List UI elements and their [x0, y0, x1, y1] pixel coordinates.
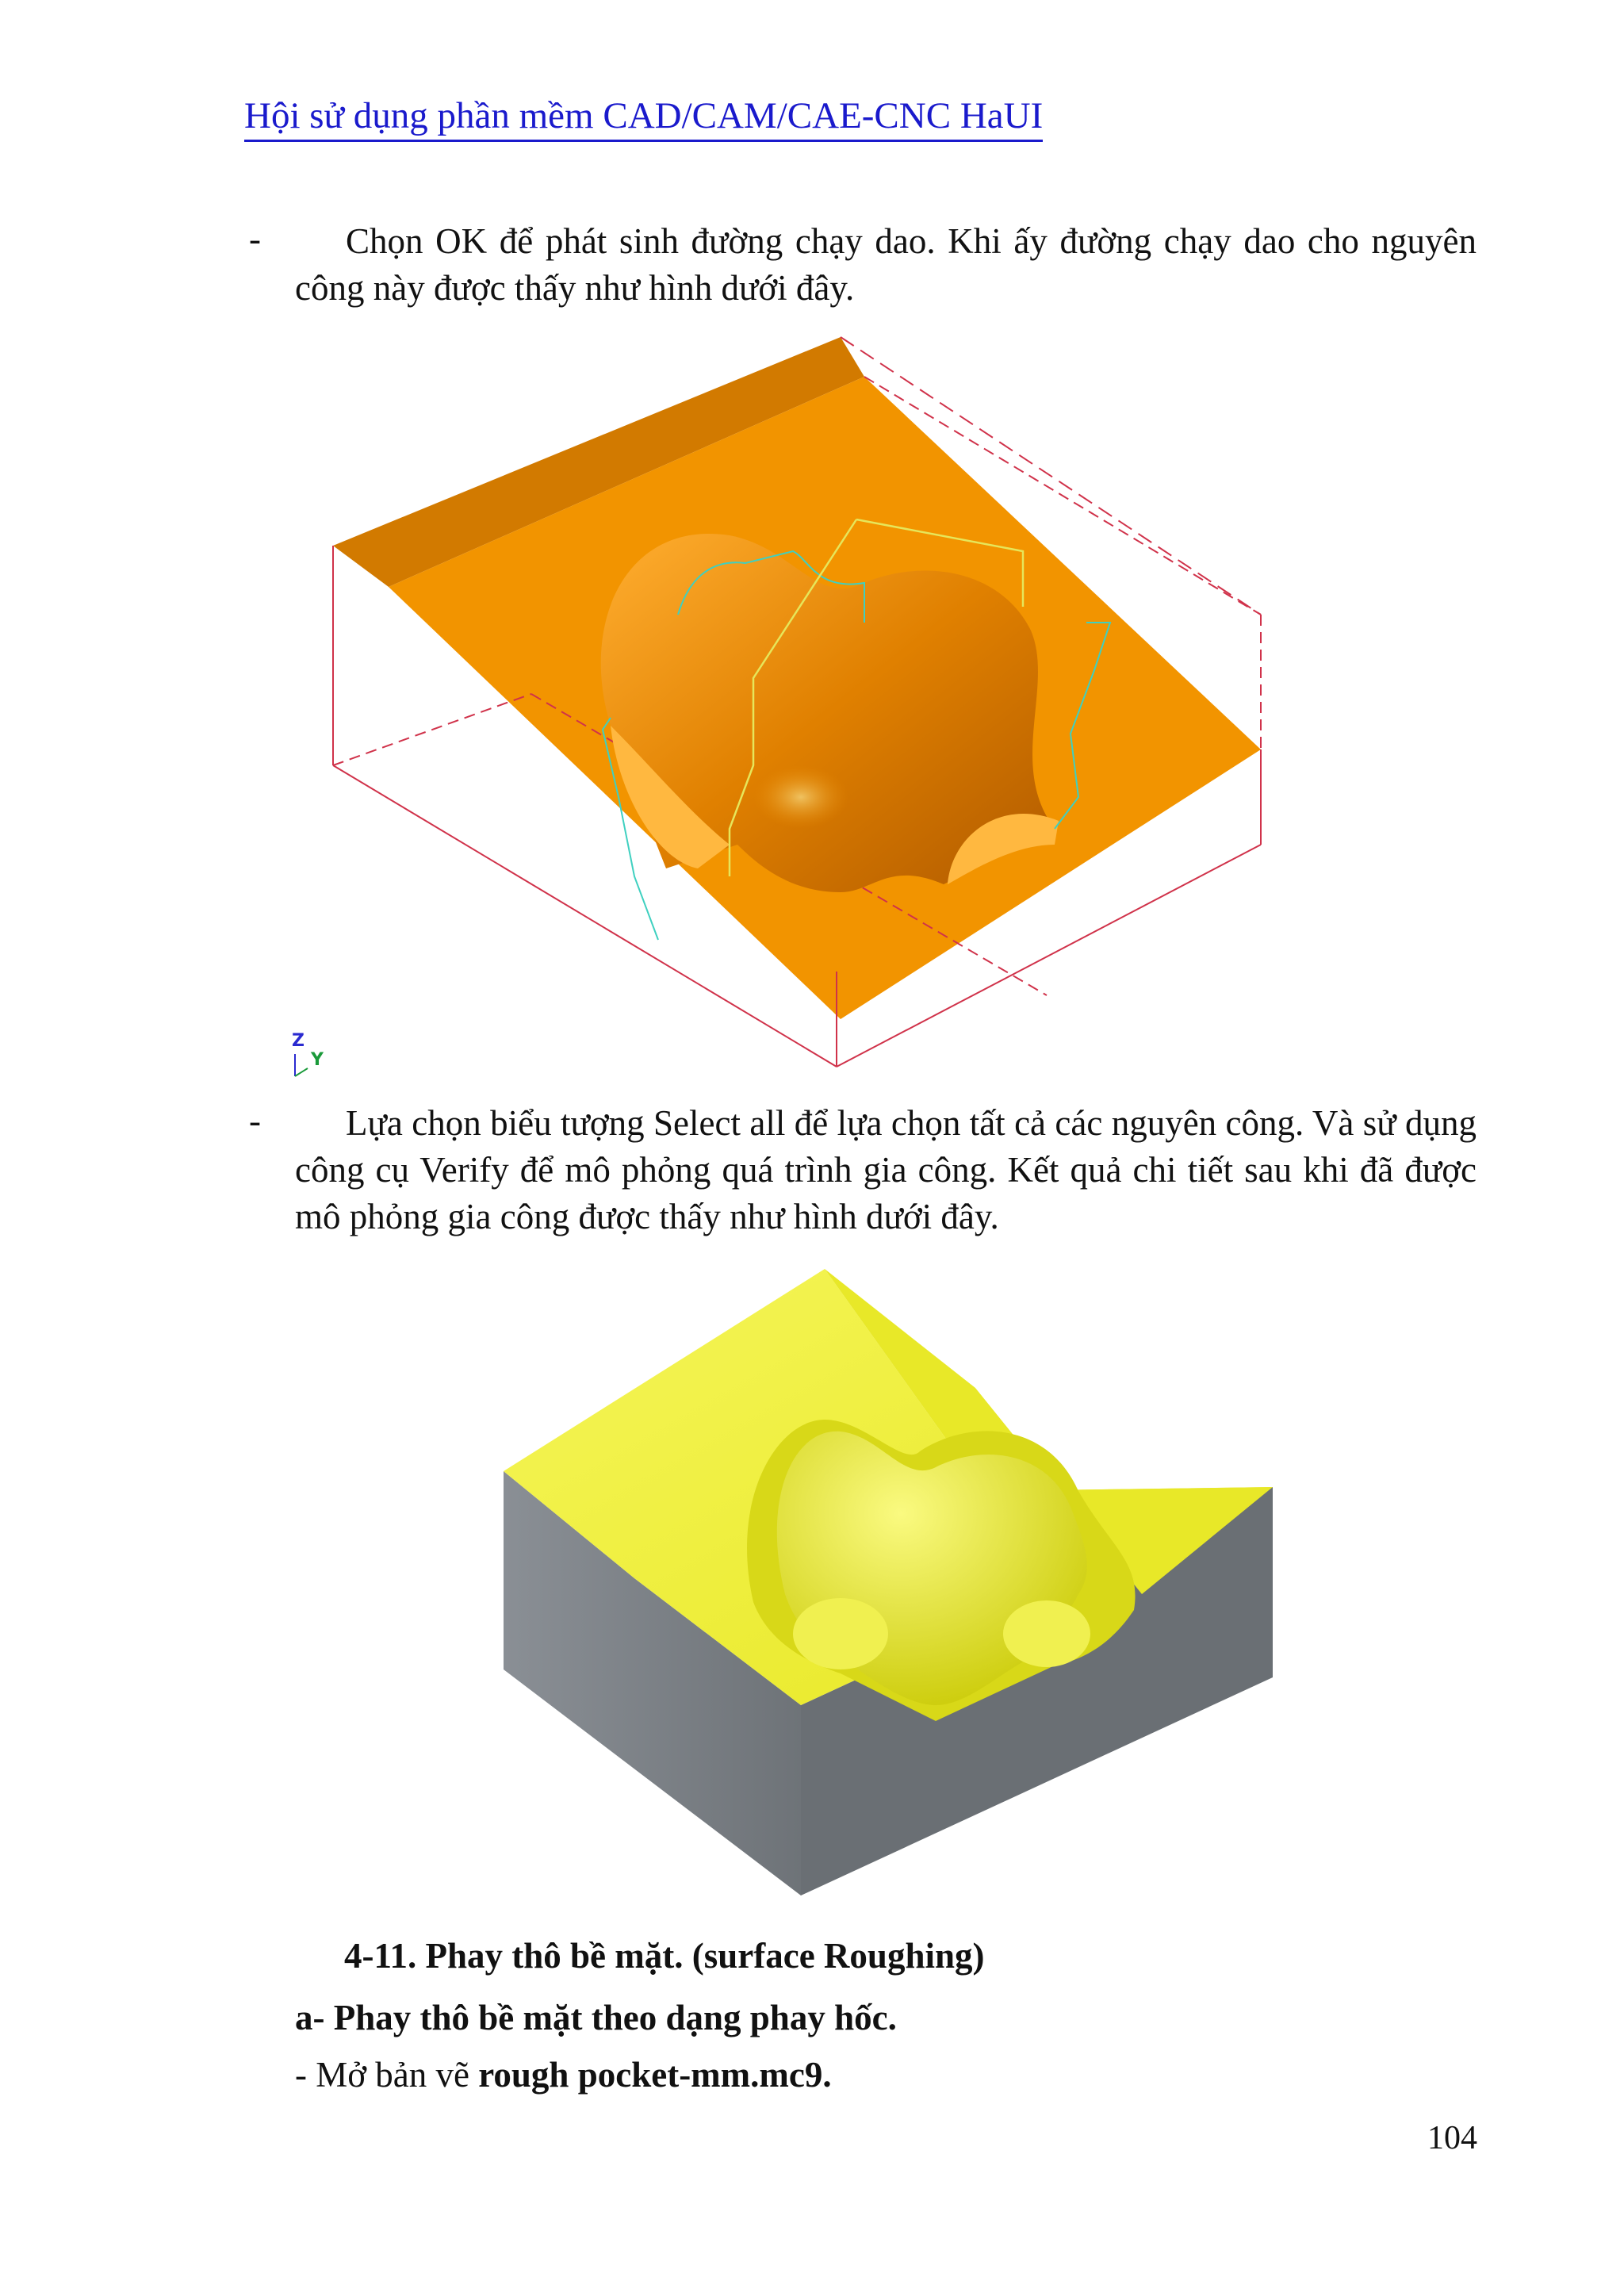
axis-z-label: Z	[292, 1031, 304, 1051]
cross-dome	[601, 534, 1059, 892]
section-subtitle: a- Phay thô bề mặt theo dạng phay hốc.	[295, 1998, 897, 2037]
toolpath-figure	[292, 321, 1300, 1083]
bullet-dash: -	[249, 1101, 261, 1140]
step-prefix: - Mở bản vẽ	[295, 2055, 479, 2095]
section-title: 4-11. Phay thô bề mặt. (surface Roughing)	[344, 1936, 985, 1976]
verified-cross-dome	[777, 1432, 1090, 1705]
page-header: Hội sử dụng phần mềm CAD/CAM/CAE-CNC HaUI	[244, 94, 1043, 142]
step-filename: rough pocket-mm.mc9.	[478, 2055, 832, 2095]
axis-y-label: Y	[311, 1050, 324, 1070]
page-number: 104	[1427, 2120, 1477, 2156]
open-file-step	[295, 2054, 832, 2095]
verify-result-figure	[492, 1261, 1285, 1911]
axis-triad	[292, 1031, 324, 1076]
bullet-dash: -	[249, 219, 261, 259]
paragraph-toolpath: Chọn OK để phát sinh đường chạy dao. Khi ấy đường chạy dao cho nguyên công này được thấy như hình dưới đây.	[295, 221, 1477, 308]
paragraph-verify: Lựa chọn biểu tượng Select all để lựa chọn tất cả các nguyên công. Và sử dụng công cụ Verify để mô phỏng quá trình gia công. Kết quả chi tiết sau khi đã được mô phỏng gia công được thấy như hình dưới đây.	[295, 1103, 1477, 1236]
